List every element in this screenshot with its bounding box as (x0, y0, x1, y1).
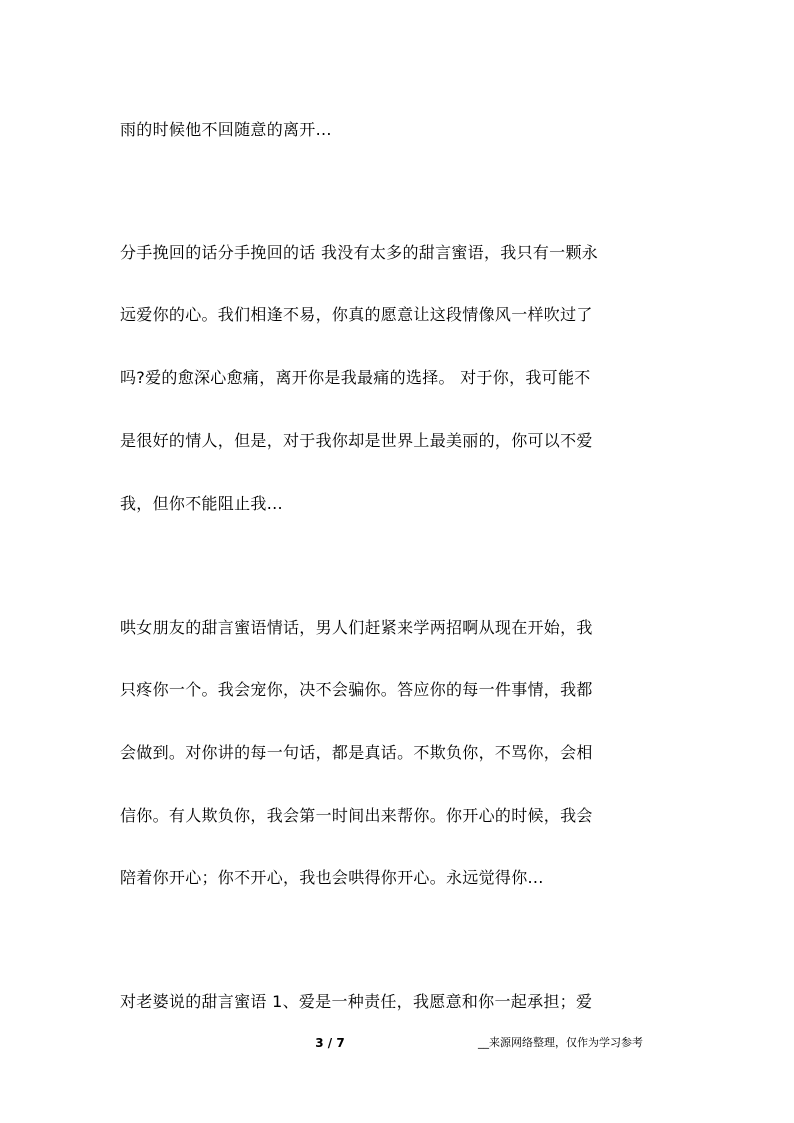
text-line: 只疼你一个。我会宠你，决不会骗你。答应你的每一件事情，我都 (120, 680, 593, 699)
text-line: 分手挽回的话分手挽回的话 我没有太多的甜言蜜语，我只有一颗永 (120, 243, 599, 262)
text-line: 对老婆说的甜言蜜语 1、爱是一种责任，我愿意和你一起承担；爱 (120, 992, 593, 1011)
text-line: 远爱你的心。我们相逢不易，你真的愿意让这段情像风一样吹过了 (120, 305, 593, 324)
text-line: 哄女朋友的甜言蜜语情话，男人们赶紧来学两招啊从现在开始，我 (120, 618, 593, 637)
text-line: 雨的时候他不回随意的离开... (120, 120, 332, 139)
page-number: 3 / 7 (315, 1036, 345, 1050)
text-line: 我，但你不能阻止我... (120, 494, 283, 513)
source-note: __来源网络整理，仅作为学习参考 (478, 1036, 643, 1049)
text-line: 吗?爱的愈深心愈痛，离开你是我最痛的选择。 对于你，我可能不 (120, 368, 591, 387)
text-line: 会做到。对你讲的每一句话，都是真话。不欺负你，不骂你，会相 (120, 743, 593, 762)
text-line: 是很好的情人，但是，对于我你却是世界上最美丽的，你可以不爱 (120, 431, 593, 450)
text-line: 陪着你开心；你不开心，我也会哄得你开心。永远觉得你... (120, 868, 544, 887)
text-line: 信你。有人欺负你，我会第一时间出来帮你。你开心的时候，我会 (120, 806, 593, 825)
